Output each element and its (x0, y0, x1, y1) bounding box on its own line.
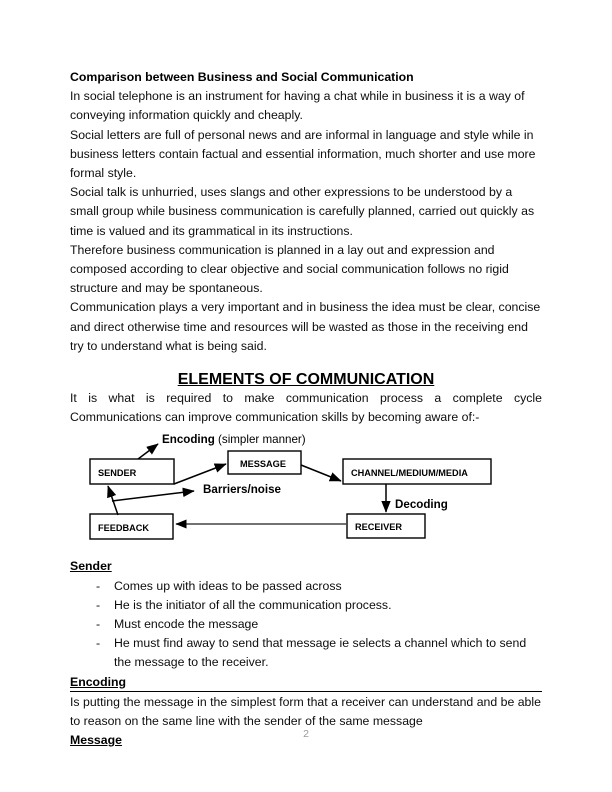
label-receiver: RECEIVER (355, 522, 402, 533)
label-feedback: FEEDBACK (98, 523, 150, 534)
bullet-marker: - (96, 597, 101, 612)
paragraph-3: Social talk is unhurried, uses slangs and other expressions to be understood by a small group while business communication is carefully planned, carried out quickly as time is valued and its grammatical in its instructions. (70, 185, 535, 238)
elements-intro-line-1: It is what is required to make communication process a complete cycle (70, 391, 542, 406)
elements-heading-text: ELEMENTS OF COMMUNICATION (177, 371, 435, 389)
list-item (70, 634, 542, 672)
bullet-marker: - (96, 636, 101, 651)
section-heading-sender (70, 557, 542, 576)
list-item (70, 577, 542, 596)
paragraph-2: Social letters are full of personal news and are informal in language and style while in business letters contain factual and essential information, much shorter and use more formal style. (70, 127, 536, 181)
label-encoding-rest: (simpler manner) (214, 433, 306, 447)
label-sender: SENDER (98, 468, 137, 479)
label-message: MESSAGE (240, 459, 286, 470)
spacer (70, 356, 542, 371)
label-channel: CHANNEL/MEDIUM/MEDIA (351, 468, 468, 479)
paragraph-5: Communication plays a very important and in business the idea must be clear, concise and direct otherwise time and resources will be wasted as those in the receiving end try to understand what is being said. (70, 300, 541, 353)
bullet-marker: - (96, 578, 101, 593)
sender-bullet-list (70, 577, 542, 673)
bullet-marker: - (96, 617, 101, 632)
page-number: 2 (303, 728, 309, 740)
paragraph-4: Therefore business communication is planned in a lay out and expression and composed according to clear objective and social communication follows no rigid structure and may be spontaneous. (70, 242, 509, 296)
section-heading-comparison: Comparison between Business and Social Communication (70, 70, 414, 84)
list-item-text: He is the initiator of all the communication process. (114, 597, 392, 612)
arrow-message-to-channel (301, 465, 341, 481)
list-item-text: Must encode the message (114, 617, 259, 632)
label-decoding: Decoding (395, 498, 448, 512)
arrow-barriers-noise (112, 491, 194, 501)
message-heading-text: Message (70, 733, 122, 748)
section-heading-elements (70, 371, 542, 389)
list-item (70, 615, 542, 634)
elements-intro-line-2: Communications can improve communication skills by becoming aware of:- (70, 410, 480, 425)
page-content (70, 68, 542, 750)
communication-process-diagram (70, 429, 542, 557)
label-encoding-bold: Encoding (162, 433, 215, 447)
list-item-text: He must find away to send that message ie selects a channel which to send the message to the receiver. (114, 636, 527, 670)
list-item (70, 596, 542, 615)
label-barriers-noise: Barriers/noise (203, 483, 281, 497)
label-encoding (162, 433, 306, 446)
sender-heading-text: Sender (70, 559, 112, 574)
arrow-sender-to-message (174, 464, 226, 484)
paragraph-1: In social telephone is an instrument for having a chat while in business it is a way of conveying information quickly and cheaply. (70, 89, 525, 123)
encoding-body: Is putting the message in the simplest form that a receiver can understand and be able to reason on the same line with the sender of the same message (70, 694, 541, 728)
diagram-svg (70, 429, 542, 557)
list-item-text: Comes up with ideas to be passed across (114, 578, 342, 593)
section-heading-encoding (70, 673, 542, 692)
encoding-heading-text: Encoding (70, 674, 127, 689)
